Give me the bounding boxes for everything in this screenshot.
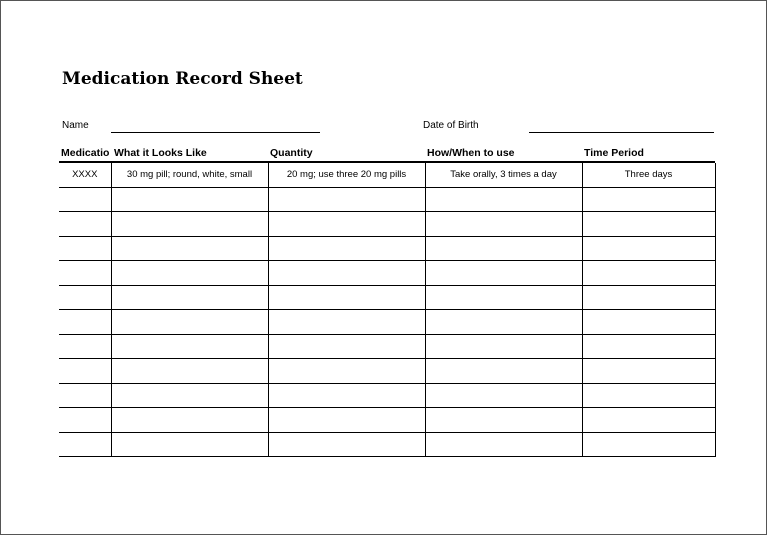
table-row [59,261,715,286]
date-of-birth-label: Date of Birth [423,120,479,131]
name-label: Name [62,120,89,131]
cell-quantity[interactable] [268,334,425,359]
cell-quantity[interactable]: 20 mg; use three 20 mg pills [268,163,425,187]
cell-medication[interactable] [59,359,111,384]
date-of-birth-field[interactable] [529,132,714,133]
cell-appearance[interactable] [111,212,268,237]
table-row [59,383,715,408]
cell-quantity[interactable] [268,236,425,261]
cell-medication[interactable] [59,236,111,261]
cell-medication[interactable] [59,334,111,359]
cell-time-period[interactable] [582,408,715,433]
cell-how-when[interactable] [425,261,582,286]
cell-how-when[interactable] [425,383,582,408]
column-header-appearance: What it Looks Like [114,147,207,159]
cell-appearance[interactable] [111,383,268,408]
cell-quantity[interactable] [268,212,425,237]
table-row [59,187,715,212]
cell-time-period[interactable] [582,261,715,286]
cell-appearance[interactable] [111,408,268,433]
column-header-quantity: Quantity [270,147,313,159]
name-field[interactable] [111,132,320,133]
cell-time-period[interactable] [582,334,715,359]
cell-medication[interactable] [59,285,111,310]
cell-time-period[interactable]: Three days [582,163,715,187]
column-header-time-period: Time Period [584,147,644,159]
table-row [59,310,715,335]
cell-time-period[interactable] [582,212,715,237]
cell-medication[interactable] [59,212,111,237]
cell-medication[interactable] [59,383,111,408]
cell-appearance[interactable] [111,334,268,359]
cell-time-period[interactable] [582,310,715,335]
cell-how-when[interactable] [425,187,582,212]
cell-appearance[interactable] [111,285,268,310]
cell-quantity[interactable] [268,383,425,408]
cell-quantity[interactable] [268,187,425,212]
cell-quantity[interactable] [268,359,425,384]
cell-how-when[interactable] [425,236,582,261]
cell-time-period[interactable] [582,359,715,384]
table-row [59,432,715,457]
table-row [59,408,715,433]
cell-time-period[interactable] [582,432,715,457]
cell-appearance[interactable] [111,359,268,384]
cell-medication[interactable] [59,408,111,433]
cell-how-when[interactable] [425,334,582,359]
cell-appearance[interactable] [111,432,268,457]
cell-time-period[interactable] [582,285,715,310]
cell-medication[interactable] [59,310,111,335]
cell-time-period[interactable] [582,187,715,212]
table-row [59,359,715,384]
cell-how-when[interactable] [425,432,582,457]
column-header-how-when: How/When to use [427,147,515,159]
table-row [59,236,715,261]
cell-how-when[interactable] [425,310,582,335]
cell-medication[interactable]: XXXX [59,163,111,187]
cell-quantity[interactable] [268,285,425,310]
cell-quantity[interactable] [268,310,425,335]
cell-quantity[interactable] [268,408,425,433]
medication-table [59,163,716,457]
cell-quantity[interactable] [268,432,425,457]
page-title: Medication Record Sheet [62,69,303,89]
table-row [59,212,715,237]
cell-quantity[interactable] [268,261,425,286]
cell-appearance[interactable] [111,236,268,261]
cell-appearance[interactable] [111,187,268,212]
cell-time-period[interactable] [582,383,715,408]
cell-appearance[interactable] [111,310,268,335]
cell-medication[interactable] [59,432,111,457]
cell-appearance[interactable]: 30 mg pill; round, white, small [111,163,268,187]
cell-how-when[interactable] [425,285,582,310]
table-row [59,285,715,310]
cell-how-when[interactable]: Take orally, 3 times a day [425,163,582,187]
cell-how-when[interactable] [425,408,582,433]
cell-appearance[interactable] [111,261,268,286]
cell-how-when[interactable] [425,359,582,384]
cell-medication[interactable] [59,261,111,286]
table-row [59,334,715,359]
cell-time-period[interactable] [582,236,715,261]
column-header-medication: Medicatio [61,147,110,159]
cell-medication[interactable] [59,187,111,212]
cell-how-when[interactable] [425,212,582,237]
table-row [59,163,715,187]
